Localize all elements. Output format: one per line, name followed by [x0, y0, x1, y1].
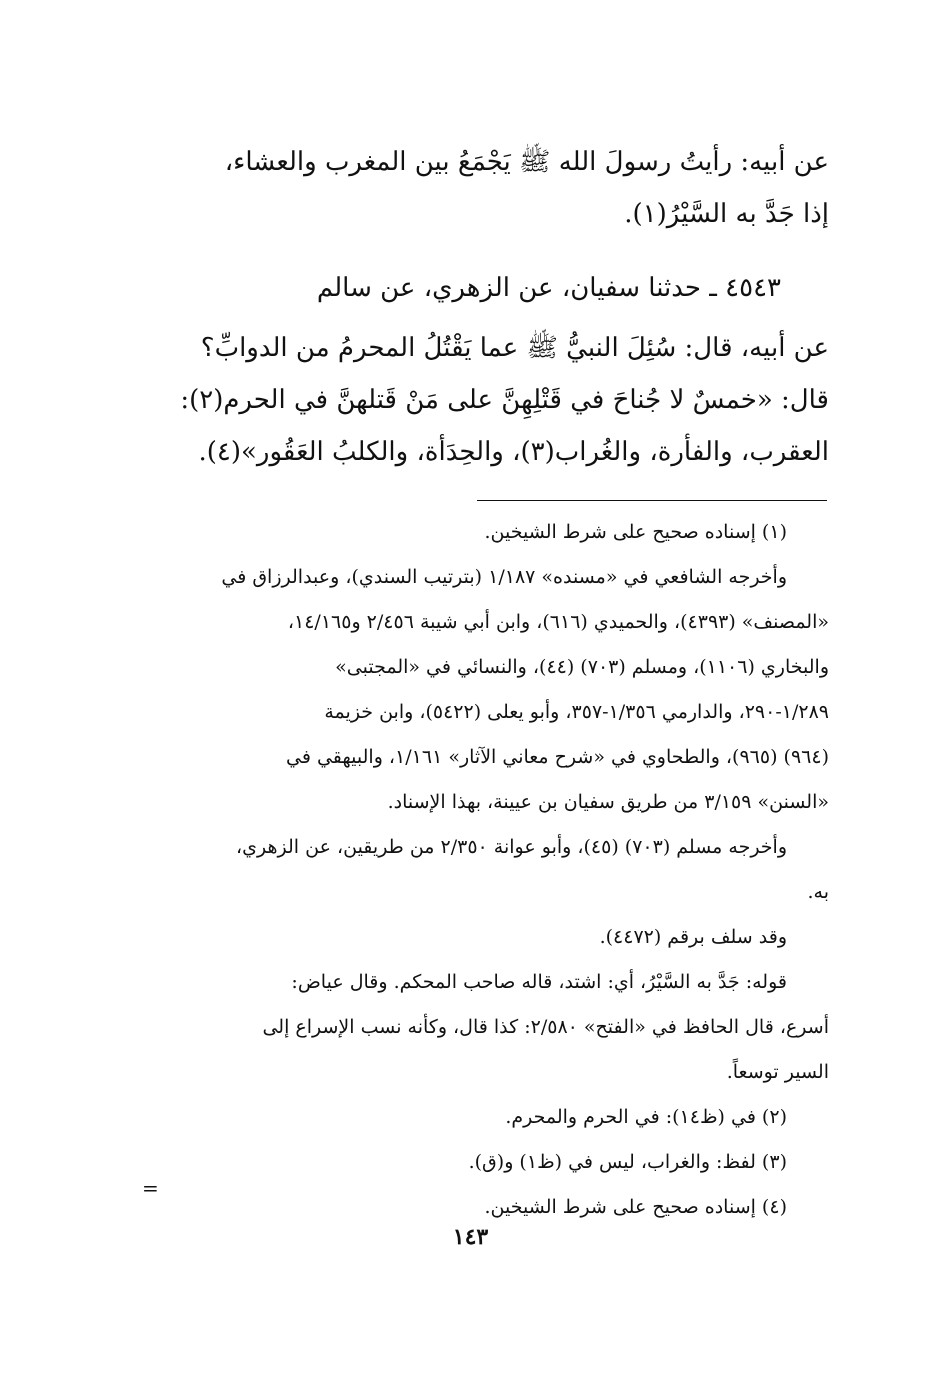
hadith-header [81, 262, 781, 314]
text-line: قال: «خمسٌ لا جُناحَ في قَتْلِهِنَّ على مَنْ قَتلهنَّ في الحرم(٢): [180, 385, 829, 415]
footnote-4: (٤) إسناده صحيح على شرط الشيخين. [484, 1196, 787, 1218]
footnote-2: (٢) في (ظ١٤): في الحرم والمحرم. [505, 1106, 787, 1128]
footnote-line: ١/٢٨٩-٢٩٠، والدارمي ١/٣٥٦-٣٥٧، وأبو يعلى (٥٤٢٢)، وابن خزيمة [324, 701, 829, 723]
footnote-line: أسرع، قال الحافظ في «الفتح» ٢/٥٨٠: كذا قال، وكأنه نسب الإسراع إلى [262, 1016, 829, 1038]
main-paragraph-1 [129, 136, 829, 240]
footnotes [129, 510, 829, 1230]
footnote-line: «السنن» ٣/١٥٩ من طريق سفيان بن عيينة، بهذا الإسناد. [387, 791, 829, 813]
continuation-mark: = [142, 1176, 159, 1200]
text-line: العقرب، والفأرة، والغُراب(٣)، والحِدَأة، والكلبُ العَقُور»(٤). [198, 437, 829, 467]
footnote-divider [477, 500, 827, 501]
footnote-1-qawluhu [129, 960, 829, 1095]
footnote-line: وأخرجه مسلم (٧٠٣) (٤٥)، وأبو عوانة ٢/٣٥٠ من طريقين، عن الزهري، [236, 836, 787, 858]
footnote-line: (٩٦٤) (٩٦٥)، والطحاوي في «شرح معاني الآثار» ١/١٦١، والبيهقي في [286, 746, 829, 768]
footnote-1: (١) إسناده صحيح على شرط الشيخين. [484, 521, 787, 543]
footnote-line: والبخاري (١١٠٦)، ومسلم (٧٠٣) (٤٤)، والنسائي في «المجتبى» [335, 656, 829, 678]
footnote-1-muslim [129, 825, 829, 915]
footnote-line: وأخرجه الشافعي في «مسنده» ١/١٨٧ (بترتيب السندي)، وعبدالرزاق في [221, 566, 787, 588]
footnote-1-takhrij [129, 555, 829, 825]
page-number: ١٤٣ [452, 1224, 489, 1250]
footnote-1-salaf: وقد سلف برقم (٤٤٧٢). [599, 926, 787, 948]
text-line: عن أبيه، قال: سُئِلَ النبيُّ ﷺ عما يَقْتُلُ المحرمُ من الدوابِّ؟ [200, 333, 829, 363]
hadith-isnad: ٤٥٤٣ ـ حدثنا سفيان، عن الزهري، عن سالم [316, 273, 781, 303]
footnote-line: السير توسعاً. [726, 1061, 829, 1083]
text-line: عن أبيه: رأيتُ رسولَ الله ﷺ يَجْمَعُ بين المغرب والعشاء، [224, 147, 829, 177]
footnote-3: (٣) لفظ: والغراب، ليس في (ظ١) و(ق). [468, 1151, 787, 1173]
footnote-line: به. [807, 881, 829, 903]
footnote-line: «المصنف» (٤٣٩٣)، والحميدي (٦١٦)، وابن أبي شيبة ٢/٤٥٦ و١٤/١٦٥، [287, 611, 829, 633]
main-paragraph-2 [129, 322, 829, 478]
text-line: إذا جَدَّ به السَّيْرُ(١). [624, 199, 829, 229]
footnote-line: قوله: جَدَّ به السَّيْرُ، أي: اشتد، قاله صاحب المحكم. وقال عياض: [291, 971, 787, 993]
